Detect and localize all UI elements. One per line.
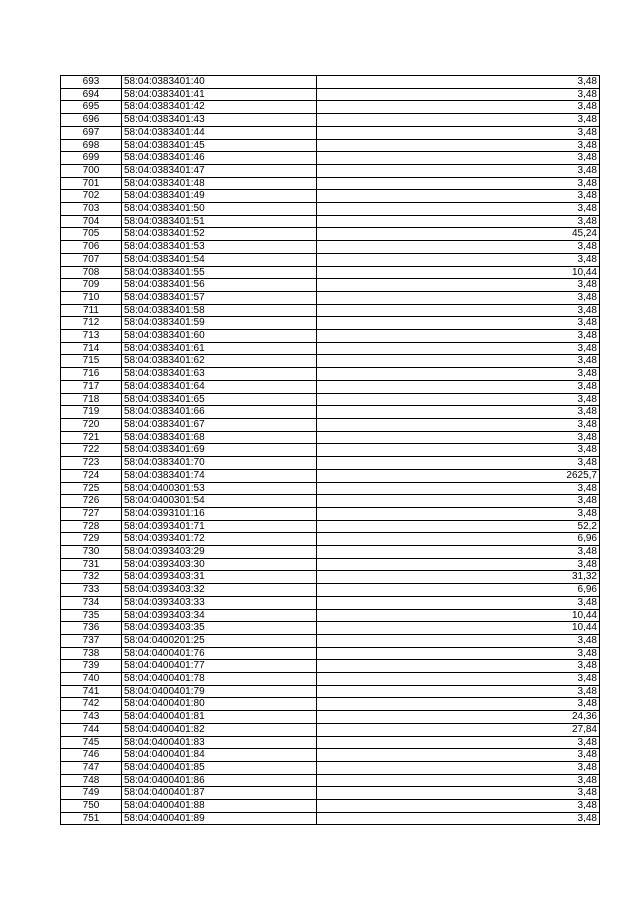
cadastral-number-cell: 58:04:0400401:84 <box>122 749 317 762</box>
cadastral-number-cell: 58:04:0383401:64 <box>122 380 317 393</box>
cadastral-number-cell: 58:04:0383401:54 <box>122 253 317 266</box>
value-cell: 3,48 <box>317 431 600 444</box>
cadastral-number-cell: 58:04:0383401:49 <box>122 190 317 203</box>
row-number-cell: 721 <box>61 431 122 444</box>
value-cell: 3,48 <box>317 215 600 228</box>
cadastral-number-cell: 58:04:0400301:54 <box>122 495 317 508</box>
row-number-cell: 740 <box>61 673 122 686</box>
cadastral-number-cell: 58:04:0383401:47 <box>122 164 317 177</box>
value-cell: 3,48 <box>317 380 600 393</box>
table-row <box>61 203 600 216</box>
value-cell: 3,48 <box>317 304 600 317</box>
table-row <box>61 266 600 279</box>
value-cell: 3,48 <box>317 444 600 457</box>
row-number-cell: 729 <box>61 533 122 546</box>
value-cell: 52,2 <box>317 520 600 533</box>
cadastral-number-cell: 58:04:0383401:67 <box>122 418 317 431</box>
table-row <box>61 507 600 520</box>
table-row <box>61 711 600 724</box>
table-row <box>61 571 600 584</box>
value-cell: 3,48 <box>317 495 600 508</box>
value-cell: 3,48 <box>317 761 600 774</box>
table-row <box>61 749 600 762</box>
value-cell: 10,44 <box>317 609 600 622</box>
value-cell: 3,48 <box>317 800 600 813</box>
row-number-cell: 723 <box>61 457 122 470</box>
cadastral-number-cell: 58:04:0400401:82 <box>122 723 317 736</box>
row-number-cell: 696 <box>61 114 122 127</box>
cadastral-number-cell: 58:04:0383401:48 <box>122 177 317 190</box>
cadastral-number-cell: 58:04:0383401:55 <box>122 266 317 279</box>
table-row <box>61 164 600 177</box>
value-cell: 3,48 <box>317 406 600 419</box>
cadastral-number-cell: 58:04:0400401:80 <box>122 698 317 711</box>
cadastral-number-cell: 58:04:0383401:70 <box>122 457 317 470</box>
row-number-cell: 705 <box>61 228 122 241</box>
cadastral-number-cell: 58:04:0393403:35 <box>122 622 317 635</box>
row-number-cell: 741 <box>61 685 122 698</box>
cadastral-number-cell: 58:04:0383401:58 <box>122 304 317 317</box>
row-number-cell: 745 <box>61 736 122 749</box>
value-cell: 3,48 <box>317 418 600 431</box>
cadastral-number-cell: 58:04:0393101:16 <box>122 507 317 520</box>
value-cell: 3,48 <box>317 787 600 800</box>
row-number-cell: 698 <box>61 139 122 152</box>
value-cell: 3,48 <box>317 736 600 749</box>
row-number-cell: 744 <box>61 723 122 736</box>
table-row <box>61 520 600 533</box>
cadastral-number-cell: 58:04:0383401:41 <box>122 88 317 101</box>
row-number-cell: 726 <box>61 495 122 508</box>
value-cell: 3,48 <box>317 88 600 101</box>
row-number-cell: 711 <box>61 304 122 317</box>
cadastral-number-cell: 58:04:0400401:77 <box>122 660 317 673</box>
table-row <box>61 279 600 292</box>
row-number-cell: 707 <box>61 253 122 266</box>
table-row <box>61 88 600 101</box>
row-number-cell: 709 <box>61 279 122 292</box>
cadastral-number-cell: 58:04:0383401:65 <box>122 393 317 406</box>
row-number-cell: 693 <box>61 76 122 89</box>
row-number-cell: 750 <box>61 800 122 813</box>
value-cell: 3,48 <box>317 596 600 609</box>
row-number-cell: 751 <box>61 812 122 825</box>
cadastral-number-cell: 58:04:0383401:69 <box>122 444 317 457</box>
value-cell: 3,48 <box>317 393 600 406</box>
value-cell: 3,48 <box>317 482 600 495</box>
row-number-cell: 739 <box>61 660 122 673</box>
table-row <box>61 698 600 711</box>
cadastral-number-cell: 58:04:0383401:52 <box>122 228 317 241</box>
value-cell: 2625,7 <box>317 469 600 482</box>
table-row <box>61 723 600 736</box>
cadastral-number-cell: 58:04:0383401:68 <box>122 431 317 444</box>
row-number-cell: 720 <box>61 418 122 431</box>
cadastral-number-cell: 58:04:0393403:33 <box>122 596 317 609</box>
table-row <box>61 774 600 787</box>
table-row <box>61 355 600 368</box>
cadastral-number-cell: 58:04:0400401:87 <box>122 787 317 800</box>
row-number-cell: 704 <box>61 215 122 228</box>
value-cell: 6,96 <box>317 533 600 546</box>
cadastral-number-cell: 58:04:0393403:30 <box>122 558 317 571</box>
value-cell: 3,48 <box>317 203 600 216</box>
table-row <box>61 241 600 254</box>
table-row <box>61 622 600 635</box>
table-row <box>61 215 600 228</box>
cadastral-number-cell: 58:04:0383401:56 <box>122 279 317 292</box>
value-cell: 3,48 <box>317 812 600 825</box>
table-row <box>61 609 600 622</box>
cadastral-number-cell: 58:04:0383401:46 <box>122 152 317 165</box>
row-number-cell: 731 <box>61 558 122 571</box>
cadastral-number-cell: 58:04:0400401:76 <box>122 647 317 660</box>
cadastral-number-cell: 58:04:0400401:79 <box>122 685 317 698</box>
cadastral-number-cell: 58:04:0400401:88 <box>122 800 317 813</box>
table-row <box>61 787 600 800</box>
table-row <box>61 558 600 571</box>
value-cell: 10,44 <box>317 622 600 635</box>
cadastral-number-cell: 58:04:0400201:25 <box>122 634 317 647</box>
table-row <box>61 761 600 774</box>
table-row <box>61 126 600 139</box>
cadastral-number-cell: 58:04:0383401:66 <box>122 406 317 419</box>
row-number-cell: 718 <box>61 393 122 406</box>
row-number-cell: 710 <box>61 291 122 304</box>
table-row <box>61 190 600 203</box>
cadastral-number-cell: 58:04:0383401:74 <box>122 469 317 482</box>
cadastral-number-cell: 58:04:0393403:34 <box>122 609 317 622</box>
value-cell: 3,48 <box>317 507 600 520</box>
table-row <box>61 444 600 457</box>
value-cell: 3,48 <box>317 152 600 165</box>
row-number-cell: 706 <box>61 241 122 254</box>
row-number-cell: 730 <box>61 546 122 559</box>
row-number-cell: 702 <box>61 190 122 203</box>
parcel-table <box>60 75 600 825</box>
row-number-cell: 701 <box>61 177 122 190</box>
row-number-cell: 695 <box>61 101 122 114</box>
value-cell: 3,48 <box>317 101 600 114</box>
table-row <box>61 304 600 317</box>
table-row <box>61 457 600 470</box>
value-cell: 3,48 <box>317 139 600 152</box>
table-row <box>61 253 600 266</box>
table-row <box>61 596 600 609</box>
value-cell: 31,32 <box>317 571 600 584</box>
table-row <box>61 546 600 559</box>
cadastral-number-cell: 58:04:0400401:83 <box>122 736 317 749</box>
table-row <box>61 368 600 381</box>
value-cell: 3,48 <box>317 634 600 647</box>
cadastral-number-cell: 58:04:0393401:72 <box>122 533 317 546</box>
cadastral-number-cell: 58:04:0383401:53 <box>122 241 317 254</box>
value-cell: 3,48 <box>317 355 600 368</box>
row-number-cell: 728 <box>61 520 122 533</box>
cadastral-number-cell: 58:04:0383401:57 <box>122 291 317 304</box>
table-row <box>61 584 600 597</box>
value-cell: 24,36 <box>317 711 600 724</box>
table-row <box>61 114 600 127</box>
value-cell: 3,48 <box>317 698 600 711</box>
value-cell: 6,96 <box>317 584 600 597</box>
table-row <box>61 342 600 355</box>
table-row <box>61 469 600 482</box>
cadastral-number-cell: 58:04:0393401:71 <box>122 520 317 533</box>
table-row <box>61 660 600 673</box>
table-row <box>61 647 600 660</box>
row-number-cell: 712 <box>61 317 122 330</box>
cadastral-number-cell: 58:04:0400301:53 <box>122 482 317 495</box>
cadastral-number-cell: 58:04:0393403:32 <box>122 584 317 597</box>
cadastral-number-cell: 58:04:0393403:29 <box>122 546 317 559</box>
table-row <box>61 317 600 330</box>
row-number-cell: 737 <box>61 634 122 647</box>
row-number-cell: 714 <box>61 342 122 355</box>
row-number-cell: 746 <box>61 749 122 762</box>
cadastral-number-cell: 58:04:0400401:78 <box>122 673 317 686</box>
table-row <box>61 228 600 241</box>
table-row <box>61 673 600 686</box>
cadastral-number-cell: 58:04:0400401:89 <box>122 812 317 825</box>
cadastral-number-cell: 58:04:0383401:42 <box>122 101 317 114</box>
table-row <box>61 431 600 444</box>
value-cell: 3,48 <box>317 558 600 571</box>
table-row <box>61 812 600 825</box>
cadastral-number-cell: 58:04:0383401:59 <box>122 317 317 330</box>
table-row <box>61 482 600 495</box>
cadastral-number-cell: 58:04:0400401:86 <box>122 774 317 787</box>
row-number-cell: 717 <box>61 380 122 393</box>
table-row <box>61 736 600 749</box>
row-number-cell: 732 <box>61 571 122 584</box>
table-row <box>61 152 600 165</box>
value-cell: 3,48 <box>317 368 600 381</box>
value-cell: 10,44 <box>317 266 600 279</box>
cadastral-number-cell: 58:04:0383401:45 <box>122 139 317 152</box>
cadastral-number-cell: 58:04:0400401:81 <box>122 711 317 724</box>
row-number-cell: 743 <box>61 711 122 724</box>
row-number-cell: 700 <box>61 164 122 177</box>
value-cell: 3,48 <box>317 253 600 266</box>
table-row <box>61 406 600 419</box>
document-page <box>60 75 600 825</box>
row-number-cell: 749 <box>61 787 122 800</box>
table-row <box>61 330 600 343</box>
row-number-cell: 724 <box>61 469 122 482</box>
value-cell: 3,48 <box>317 647 600 660</box>
row-number-cell: 708 <box>61 266 122 279</box>
value-cell: 3,48 <box>317 330 600 343</box>
row-number-cell: 713 <box>61 330 122 343</box>
table-row <box>61 76 600 89</box>
value-cell: 3,48 <box>317 291 600 304</box>
table-row <box>61 495 600 508</box>
cadastral-number-cell: 58:04:0383401:63 <box>122 368 317 381</box>
cadastral-number-cell: 58:04:0383401:61 <box>122 342 317 355</box>
value-cell: 3,48 <box>317 126 600 139</box>
row-number-cell: 715 <box>61 355 122 368</box>
row-number-cell: 694 <box>61 88 122 101</box>
cadastral-number-cell: 58:04:0383401:62 <box>122 355 317 368</box>
row-number-cell: 722 <box>61 444 122 457</box>
value-cell: 3,48 <box>317 457 600 470</box>
table-row <box>61 418 600 431</box>
table-row <box>61 685 600 698</box>
cadastral-number-cell: 58:04:0383401:43 <box>122 114 317 127</box>
table-row <box>61 101 600 114</box>
value-cell: 45,24 <box>317 228 600 241</box>
value-cell: 3,48 <box>317 114 600 127</box>
value-cell: 27,84 <box>317 723 600 736</box>
row-number-cell: 742 <box>61 698 122 711</box>
row-number-cell: 735 <box>61 609 122 622</box>
cadastral-number-cell: 58:04:0383401:51 <box>122 215 317 228</box>
value-cell: 3,48 <box>317 685 600 698</box>
table-row <box>61 533 600 546</box>
row-number-cell: 703 <box>61 203 122 216</box>
value-cell: 3,48 <box>317 342 600 355</box>
row-number-cell: 738 <box>61 647 122 660</box>
value-cell: 3,48 <box>317 241 600 254</box>
cadastral-number-cell: 58:04:0400401:85 <box>122 761 317 774</box>
table-row <box>61 393 600 406</box>
value-cell: 3,48 <box>317 76 600 89</box>
cadastral-number-cell: 58:04:0383401:50 <box>122 203 317 216</box>
row-number-cell: 725 <box>61 482 122 495</box>
cadastral-number-cell: 58:04:0383401:44 <box>122 126 317 139</box>
cadastral-number-cell: 58:04:0383401:60 <box>122 330 317 343</box>
value-cell: 3,48 <box>317 164 600 177</box>
table-row <box>61 634 600 647</box>
table-row <box>61 380 600 393</box>
row-number-cell: 719 <box>61 406 122 419</box>
value-cell: 3,48 <box>317 774 600 787</box>
value-cell: 3,48 <box>317 190 600 203</box>
value-cell: 3,48 <box>317 749 600 762</box>
row-number-cell: 697 <box>61 126 122 139</box>
row-number-cell: 716 <box>61 368 122 381</box>
table-row <box>61 800 600 813</box>
row-number-cell: 747 <box>61 761 122 774</box>
value-cell: 3,48 <box>317 317 600 330</box>
row-number-cell: 699 <box>61 152 122 165</box>
table-row <box>61 139 600 152</box>
value-cell: 3,48 <box>317 660 600 673</box>
row-number-cell: 733 <box>61 584 122 597</box>
row-number-cell: 727 <box>61 507 122 520</box>
row-number-cell: 734 <box>61 596 122 609</box>
value-cell: 3,48 <box>317 546 600 559</box>
value-cell: 3,48 <box>317 279 600 292</box>
cadastral-number-cell: 58:04:0393403:31 <box>122 571 317 584</box>
row-number-cell: 748 <box>61 774 122 787</box>
value-cell: 3,48 <box>317 673 600 686</box>
table-row <box>61 177 600 190</box>
table-body <box>61 76 600 825</box>
row-number-cell: 736 <box>61 622 122 635</box>
value-cell: 3,48 <box>317 177 600 190</box>
table-row <box>61 291 600 304</box>
cadastral-number-cell: 58:04:0383401:40 <box>122 76 317 89</box>
